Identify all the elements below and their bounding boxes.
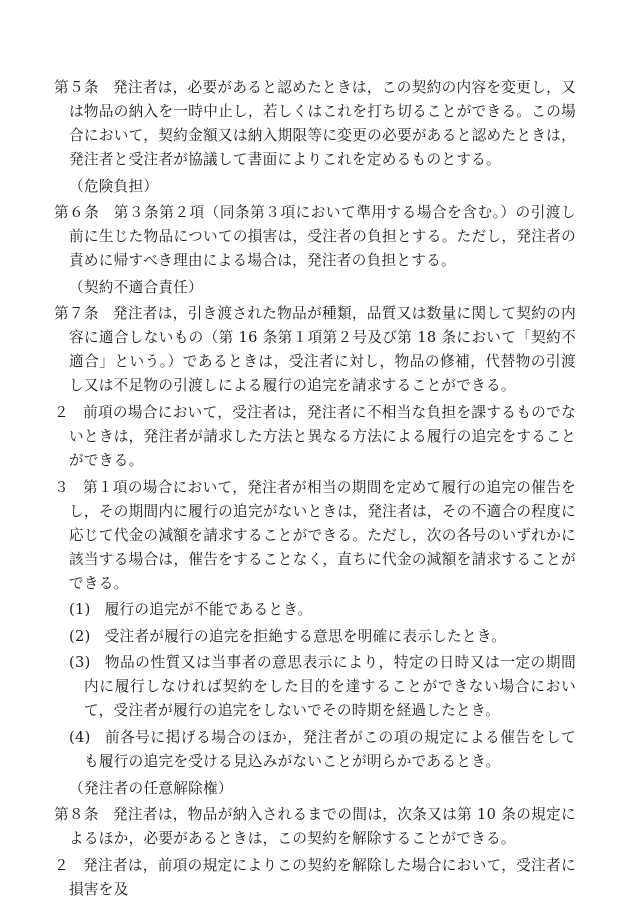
article-text: 発注者は，物品が納入されるまでの間は，次条又は第 10 条の規定によるほか，必要があるときは，この契約を解除することができる。: [69, 806, 576, 848]
article-6: [54, 201, 576, 273]
section-heading-risk-burden: （危険負担）: [69, 177, 159, 195]
item-text: 物品の性質又は当事者の意思表示により，特定の日時又は一定の期間内に履行しなければ契約をした目的を達することができない場合において，受注者が履行の追完をしないでその時期を経過したとき。: [84, 654, 576, 720]
list-item-3: [54, 651, 576, 723]
item-number: (3): [69, 654, 91, 672]
item-text: 履行の追完が不能であるとき。: [104, 601, 313, 619]
article-8-paragraph-2: [54, 854, 576, 902]
article-8: [54, 803, 576, 851]
item-number: (4): [69, 728, 91, 746]
article-7-paragraph-2: [54, 401, 576, 473]
list-item-4: [54, 726, 576, 774]
section-heading-nonconformity-liability: （契約不適合責任）: [69, 278, 204, 296]
list-item-1: [54, 598, 576, 622]
contract-document-page: [54, 76, 576, 904]
article-number: 第７条: [54, 305, 99, 323]
article-text: 第３条第２項（同条第３項において準用する場合を含む。）の引渡し前に生じた物品についての損害は，受注者の負担とする。ただし，発注者の責めに帰すべき理由による場合は，発注者の負担とする。: [69, 204, 576, 270]
article-7-paragraph-3: [54, 476, 576, 596]
item-text: 受注者が履行の追完を拒絶する意思を明確に表示したとき。: [104, 627, 507, 645]
article-7: [54, 302, 576, 398]
article-text: 発注者は，引き渡された物品が種類，品質又は数量に関して契約の内容に適合しないもの（第 16 条第１項第２号及び第 18 条において「契約不適合」という。）であるときは，受注者に対し，物品の修補，代替物の引渡し又は不足物の引渡しによる履行の追完を請求することができる。: [69, 305, 576, 395]
article-5: [54, 76, 576, 172]
item-number: (2): [69, 627, 91, 645]
paragraph-number: ２: [54, 856, 69, 874]
article-number: 第６条: [54, 204, 100, 222]
article-number: 第８条: [54, 806, 99, 824]
article-text: 発注者は，必要があると認めたときは，この契約の内容を変更し，又は物品の納入を一時中止し，若しくはこれを打ち切ることができる。この場合において，契約金額又は納入期限等に変更の必要があると認めたときは，発注者と受注者が協議して書面によりこれを定めるものとする。: [69, 79, 576, 168]
item-number: (1): [69, 601, 91, 619]
paragraph-text: 第１項の場合において，発注者が相当の期間を定めて履行の追完の催告をし，その期間内に履行の追完がないときは，発注者は，その不適合の程度に応じて代金の減額を請求することができる。ただし，次の各号のいずれかに該当する場合は，催告をすることなく，直ちに代金の減額を請求することができる。: [69, 478, 576, 592]
item-text: 前各号に掲げる場合のほか，発注者がこの項の規定による催告をしても履行の追完を受ける見込みがないことが明らかであるとき。: [84, 728, 576, 770]
list-item-2: [54, 625, 576, 649]
paragraph-text: 発注者は，前項の規定によりこの契約を解除した場合において，受注者に損害を及: [69, 856, 576, 898]
paragraph-number: ２: [54, 403, 69, 421]
section-heading-orderer-termination-right: （発注者の任意解除権）: [69, 779, 233, 797]
paragraph-number: ３: [54, 478, 69, 496]
article-number: 第５条: [54, 79, 99, 96]
paragraph-text: 前項の場合において，受注者は，発注者に不相当な負担を課するものでないときは，発注者が請求した方法と異なる方法による履行の追完をすることができる。: [69, 403, 576, 469]
